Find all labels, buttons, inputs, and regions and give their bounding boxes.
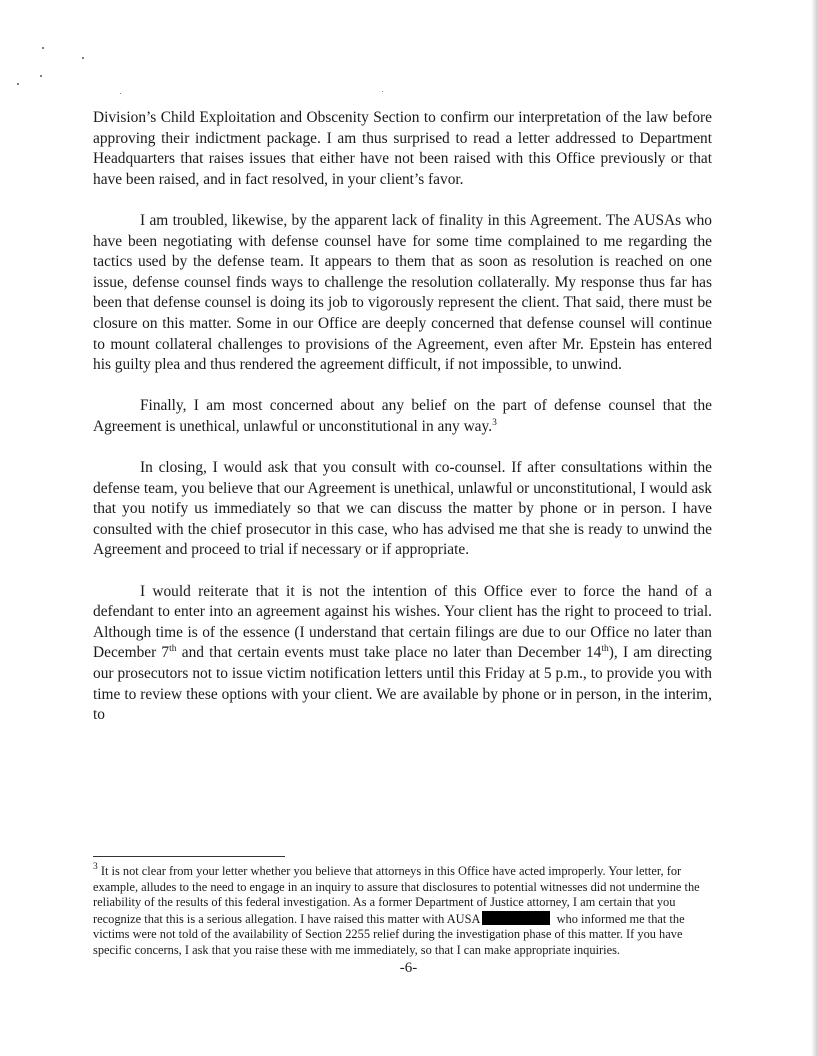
scan-speck xyxy=(82,57,84,59)
footnote-text xyxy=(93,864,718,959)
footnote-text-b: who informed me that the victims were not told of the availability of Section 2255 relief during the investigation phase of this matter. If you have specific concerns, I ask that you raise these with me immediately, so that I can make appropriate inquiries. xyxy=(93,911,685,957)
paragraph-reiterate-text-a: I would reiterate that it is not the intention of this Office ever to force the hand of a defendant to enter into an agreement against his wishes. Your client has the right to proceed to trial. Although time is of the essence (I understand that certain filings are due to our Office no later than December 7 xyxy=(93,582,712,662)
footnote-reference: 3 xyxy=(492,417,497,428)
paragraph-reiterate-text-c: ), I am directing our prosecutors not to issue victim notification letters until this Friday at 5 p.m., to provide you with time to review these options with your client. We are available by phone or in person, in the interim, to xyxy=(93,644,712,724)
footnote-marker: 3 xyxy=(93,862,98,872)
paragraph-concern-text: Finally, I am most concerned about any belief on the part of defense counsel that the Agreement is unethical, unlawful or unconstitutional in any way. xyxy=(93,397,712,435)
scan-speck xyxy=(120,93,121,94)
scanned-page-edge xyxy=(811,0,817,1056)
footnote-text-a: It is not clear from your letter whether you believe that attorneys in this Office have acted improperly. Your letter, for example, alludes to the need to engage in an inquiry to assure that disclosures to potential witnesses did not undermine the reliability of the results of this federal investigation. As a former Department of Justice attorney, I am certain that you recognize that this is a serious allegation. I have raised this matter with AUSA xyxy=(93,864,700,926)
paragraph-reiterate-text-b: and that certain events must take place no later than December 14 xyxy=(176,644,602,662)
scan-speck xyxy=(42,47,44,49)
paragraph-closing: In closing, I would ask that you consult with co-counsel. If after consultations within the defense team, you believe that our Agreement is unethical, unlawful or unconstitutional, I would ask that you notify us immediately so that we can discuss the matter by phone or in person. I have consulted with the chief prosecutor in this case, who has advised me that she is ready to unwind the Agreement and proceed to trial if necessary or if appropriate. xyxy=(93,459,712,559)
paragraph-concern xyxy=(93,396,712,437)
ordinal-suffix: th xyxy=(601,644,609,655)
paragraph-reiterate xyxy=(93,582,712,726)
page-number: -6- xyxy=(399,960,418,976)
footnote xyxy=(93,864,718,959)
paragraph-continued: Division’s Child Exploitation and Obscenity Section to confirm our interpretation of the law before approving their indictment package. I am thus surprised to read a letter addressed to Department Headquarters that raises issues that either have not been raised with this Office previously or that have been raised, and in fact resolved, in your client’s favor. xyxy=(93,109,712,188)
scan-speck xyxy=(382,91,383,92)
footnote-divider xyxy=(93,856,285,857)
scan-speck xyxy=(40,75,42,77)
ordinal-suffix: th xyxy=(169,644,177,655)
letter-body xyxy=(93,108,712,746)
scan-speck xyxy=(17,83,19,85)
paragraph-finality: I am troubled, likewise, by the apparent lack of finality in this Agreement. The AUSAs who have been negotiating with defense counsel have for some time complained to me regarding the tactics used by the defense team. It appears to them that as soon as resolution is reached on one issue, defense counsel finds ways to challenge the resolution collaterally. My response thus far has been that defense counsel is doing its job to vigorously represent the client. That said, there must be closure on this matter. Some in our Office are deeply concerned that defense counsel will continue to mount collateral challenges to provisions of the Agreement, even after Mr. Epstein has entered his guilty plea and thus rendered the agreement difficult, if not impossible, to unwind. xyxy=(93,211,712,374)
redaction-block xyxy=(482,911,550,925)
